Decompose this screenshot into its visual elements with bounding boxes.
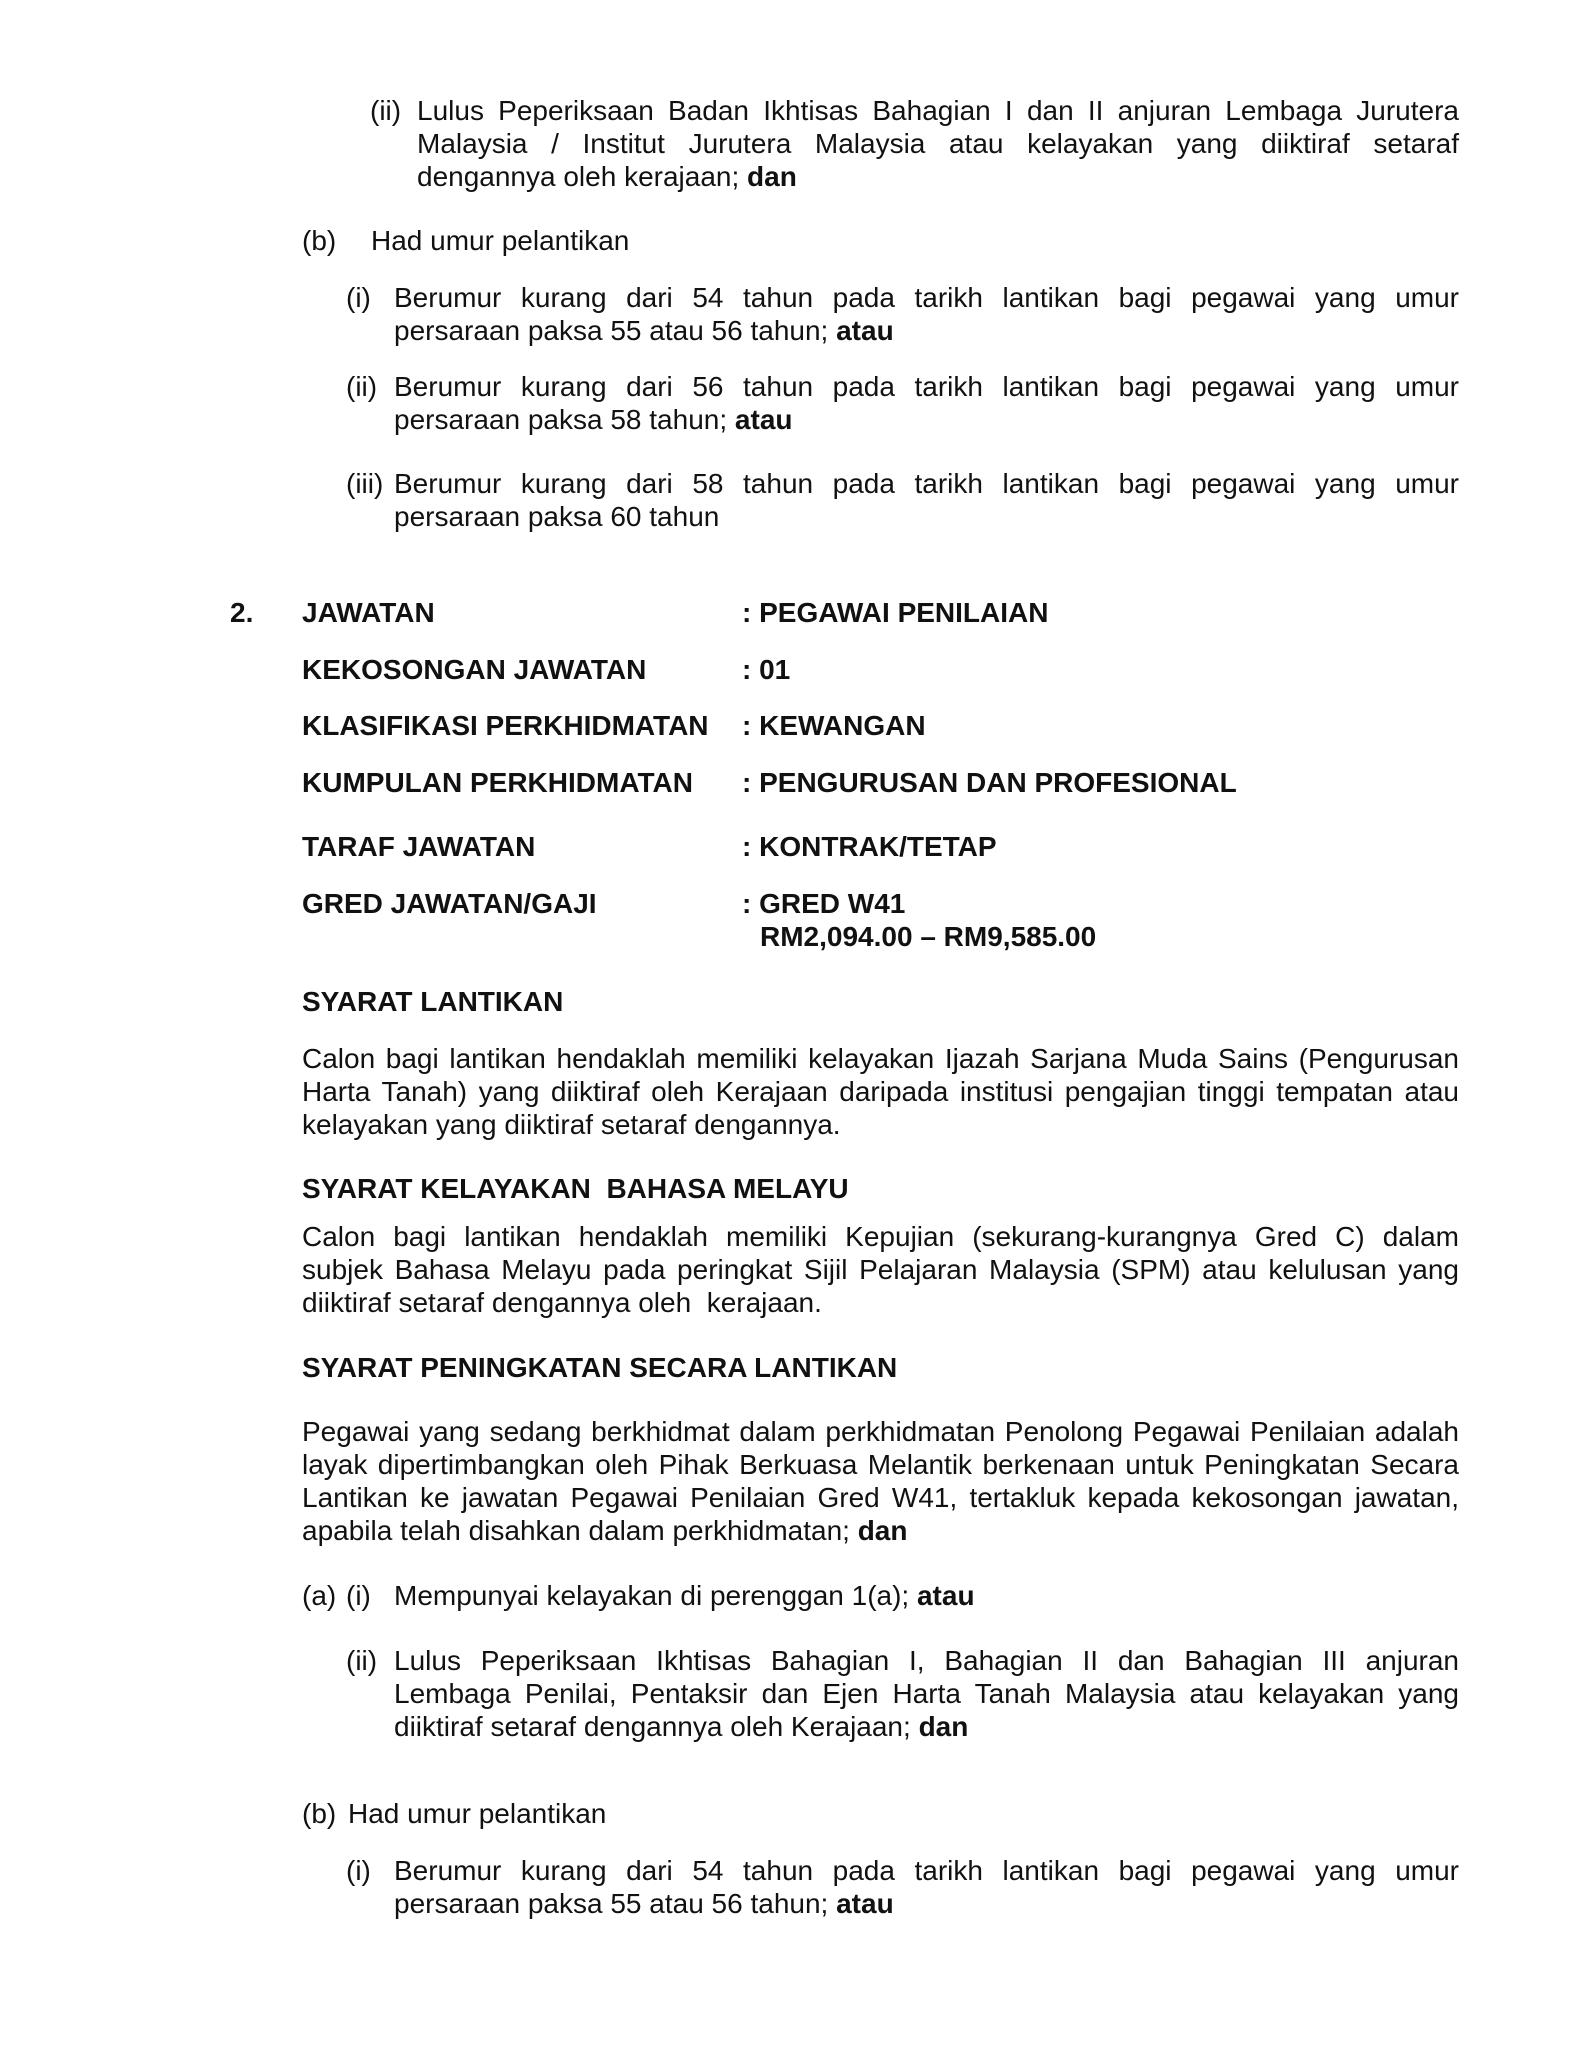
text-line: Lulus Peperiksaan Badan Ikhtisas Bahagian I dan II anjuran Lembaga Jurutera bbox=[417, 95, 1459, 126]
text-segment: persaraan paksa 55 atau 56 tahun; bbox=[394, 315, 829, 346]
item-title: Had umur pelantikan bbox=[348, 1798, 607, 1829]
field-value: : 01 bbox=[742, 654, 791, 685]
field-label: KEKOSONGAN JAWATAN bbox=[302, 654, 647, 685]
field-label: KLASIFIKASI PERKHIDMATAN bbox=[302, 710, 709, 741]
item-label: (a) bbox=[302, 1580, 337, 1611]
section-heading: SYARAT KELAYAKAN BAHASA MELAYU bbox=[302, 1173, 849, 1204]
field-value: : GRED W41 bbox=[742, 888, 906, 919]
field-label: GRED JAWATAN/GAJI bbox=[302, 888, 597, 919]
item-number: (ii) bbox=[370, 95, 402, 126]
item-label: (b) bbox=[302, 225, 337, 256]
text-segment: persaraan paksa 58 tahun; bbox=[394, 404, 728, 435]
item-title: Had umur pelantikan bbox=[371, 225, 630, 256]
field-label: JAWATAN bbox=[302, 597, 435, 628]
field-value: : KONTRAK/TETAP bbox=[742, 831, 997, 862]
item-number: (ii) bbox=[346, 1645, 378, 1676]
text-line: Berumur kurang dari 54 tahun pada tarikh lantikan bagi pegawai yang umur bbox=[394, 1855, 1459, 1886]
text-segment: Mempunyai kelayakan di perenggan 1(a); bbox=[394, 1580, 910, 1611]
item-number: (ii) bbox=[346, 371, 378, 402]
text-line: Lembaga Penilai, Pentaksir dan Ejen Harta Tanah Malaysia atau kelayakan yang bbox=[394, 1678, 1459, 1709]
bold-conjunction: atau bbox=[836, 1888, 894, 1919]
bold-conjunction: atau bbox=[916, 1580, 975, 1611]
text-line bbox=[302, 1514, 907, 1547]
text-line bbox=[394, 314, 894, 347]
bold-conjunction: atau bbox=[836, 315, 894, 346]
section-heading: SYARAT LANTIKAN bbox=[302, 986, 564, 1017]
text-line bbox=[394, 1710, 968, 1743]
text-line: Harta Tanah) yang diiktiraf oleh Kerajaan daripada institusi pengajian tinggi tempatan atau bbox=[302, 1076, 1459, 1107]
salary-range: RM2,094.00 – RM9,585.00 bbox=[760, 921, 1097, 952]
text-line: Berumur kurang dari 58 tahun pada tarikh lantikan bagi pegawai yang umur bbox=[394, 468, 1459, 499]
text-line bbox=[394, 403, 793, 436]
text-line: Calon bagi lantikan hendaklah memiliki kelayakan Ijazah Sarjana Muda Sains (Pengurusan bbox=[302, 1043, 1459, 1074]
item-label: (b) bbox=[302, 1798, 337, 1829]
text-line: diiktiraf setaraf dengannya oleh kerajaan. bbox=[302, 1287, 822, 1318]
section-heading: SYARAT PENINGKATAN SECARA LANTIKAN bbox=[302, 1352, 898, 1383]
field-label: KUMPULAN PERKHIDMATAN bbox=[302, 767, 693, 798]
field-label: TARAF JAWATAN bbox=[302, 831, 536, 862]
text-line: Pegawai yang sedang berkhidmat dalam perkhidmatan Penolong Pegawai Penilaian adalah bbox=[302, 1416, 1459, 1447]
field-value: : PENGURUSAN DAN PROFESIONAL bbox=[742, 767, 1237, 798]
text-segment: dengannya oleh kerajaan; bbox=[417, 161, 740, 192]
text-line bbox=[394, 1887, 894, 1920]
text-line: Berumur kurang dari 56 tahun pada tarikh lantikan bagi pegawai yang umur bbox=[394, 371, 1459, 402]
text-line: persaraan paksa 60 tahun bbox=[394, 501, 720, 532]
text-line bbox=[417, 160, 797, 193]
bold-conjunction: dan bbox=[918, 1711, 969, 1742]
text-line: Malaysia / Institut Jurutera Malaysia atau kelayakan yang diiktiraf setaraf bbox=[417, 128, 1459, 159]
section-number: 2. bbox=[230, 597, 254, 628]
text-segment: diiktiraf setaraf dengannya oleh Kerajaan; bbox=[394, 1711, 911, 1742]
item-number: (i) bbox=[346, 1580, 371, 1611]
item-number: (i) bbox=[346, 282, 371, 313]
field-value: : KEWANGAN bbox=[742, 710, 926, 741]
text-line: Berumur kurang dari 54 tahun pada tarikh lantikan bagi pegawai yang umur bbox=[394, 282, 1459, 313]
text-line: subjek Bahasa Melayu pada peringkat Sijil Pelajaran Malaysia (SPM) atau kelulusan yang bbox=[302, 1254, 1459, 1285]
bold-conjunction: dan bbox=[747, 161, 797, 192]
item-number: (i) bbox=[346, 1855, 371, 1886]
text-segment: persaraan paksa 55 atau 56 tahun; bbox=[394, 1888, 829, 1919]
field-value: : PEGAWAI PENILAIAN bbox=[742, 597, 1049, 628]
item-number: (iii) bbox=[346, 468, 384, 499]
text-line: Lulus Peperiksaan Ikhtisas Bahagian I, Bahagian II dan Bahagian III anjuran bbox=[394, 1645, 1459, 1676]
bold-conjunction: dan bbox=[857, 1515, 908, 1546]
bold-conjunction: atau bbox=[734, 404, 793, 435]
text-line: Lantikan ke jawatan Pegawai Penilaian Gred W41, tertakluk kepada kekosongan jawatan, bbox=[302, 1482, 1459, 1513]
text-line: Calon bagi lantikan hendaklah memiliki Kepujian (sekurang-kurangnya Gred C) dalam bbox=[302, 1221, 1459, 1252]
text-line: kelayakan yang diiktiraf setaraf dengannya. bbox=[302, 1109, 841, 1140]
text-line: layak dipertimbangkan oleh Pihak Berkuasa Melantik berkenaan untuk Peningkatan Secara bbox=[302, 1449, 1459, 1480]
text-segment: apabila telah disahkan dalam perkhidmatan; bbox=[302, 1515, 850, 1546]
text-line bbox=[394, 1579, 975, 1612]
